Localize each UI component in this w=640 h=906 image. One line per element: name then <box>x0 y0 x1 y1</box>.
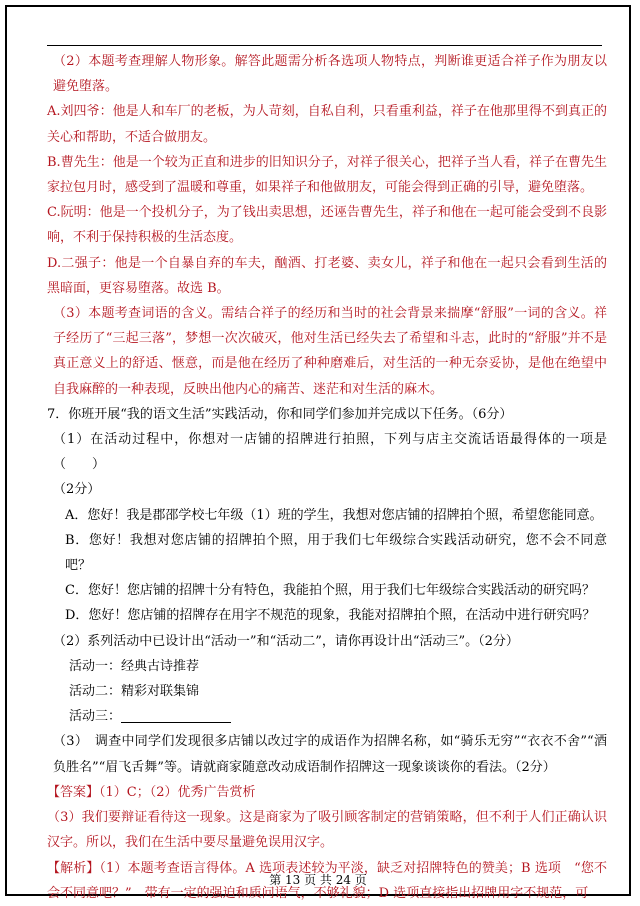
option-b: B．您好！我想对您店铺的招牌拍个照，用于我们七年级综合实践活动研究，您不会不同意吧？ <box>65 532 607 574</box>
answer-tag: 【答案】 <box>47 784 100 800</box>
option-b-analysis: B.曹先生：他是一个较为正直和进步的旧知识分子，对祥子很关心，把祥子当人看，祥子在曹先生家拉包月时，感受到了温暖和尊重，如果祥子和他做朋友，可能会得到正确的引导，避免堕落。 <box>47 154 607 196</box>
answer-text-1: （1）C；（2）优秀广告赏析 <box>99 784 256 800</box>
activity-3 <box>47 704 607 729</box>
analysis-2-text: （1）本题考查语言得体。A 选项表述较为平淡，缺乏对招牌特色的赞美；B 选项 “您不会不同意吧？” 带有一定的强迫和质问语气，不够礼貌；D 选项直接指出招牌用字不规范，可 <box>47 860 607 901</box>
page-footer: 第 13 页 共 24 页 <box>269 873 367 887</box>
option-c-analysis: C.阮明：他是一个投机分子，为了钱出卖思想，还诬告曹先生，祥子和他在一起可能会受到不良影响，不利于保持积极的生活态度。 <box>47 205 607 246</box>
header-rule <box>47 45 602 46</box>
answer-line-2: （3）我们要辩证看待这一现象。这是商家为了吸引顾客制定的营销策略，但不利于人们正确认识汉字。所以，我们在生活中要尽量避免误用汉字。 <box>47 810 607 851</box>
option-d-analysis: D.二强子：他是一个自暴自弃的车夫，酗酒、打老婆、卖女儿，祥子和他在一起只会看到生活的黑暗面，更容易堕落。故选 B。 <box>47 255 607 296</box>
activity-2: 活动二：精彩对联集锦 <box>69 684 200 700</box>
activity-1: 活动一：经典古诗推荐 <box>69 658 200 674</box>
question-7-sub3: （3） 调查中同学们发现很多店铺以改过字的成语作为招牌名称，如“骑乐无穷”“衣衣不舍”“酒负胜名”“眉飞舌舞”等。请就商家随意改动成语制作招牌这一现象谈谈你的看法。（2分） <box>53 734 607 775</box>
answer-blank <box>121 708 231 723</box>
question-7-stem: 7．你班开展“我的语文生活”实践活动，你和同学们参加并完成以下任务。（6分） <box>47 406 513 422</box>
q3-analysis: （3）本题考查词语的含义。需结合祥子的经历和当时的社会背景来揣摩“舒服”一词的含义。祥子经历了“三起三落”，梦想一次次破灭，他对生活已经失去了希望和斗志，此时的“舒服”并不是真正意义上的舒适、惬意，而是他在经历了种种磨难后，对生活的一种无奈妥协，是他在绝望中自我麻醉的一种表现，反映出他内心的痛苦、迷茫和对生活的麻木。 <box>53 306 607 397</box>
activity-3-label: 活动三： <box>69 709 122 725</box>
option-d: D．您好！您店铺的招牌存在用字不规范的现象，我能对招牌拍个照，在活动中进行研究吗？ <box>65 608 596 624</box>
question-7-sub1: （1）在活动过程中，你想对一店铺的招牌进行拍照，下列与店主交流话语最得体的一项是（ ） <box>53 432 607 473</box>
question-7-sub1-points: （2分） <box>53 482 101 498</box>
option-a: A．您好！我是郡邵学校七年级（1）班的学生，我想对您店铺的招牌拍个照，希望您能同意。 <box>65 507 603 523</box>
page-content <box>47 49 607 906</box>
option-c: C．您好！您店铺的招牌十分有特色，我能拍个照，用于我们七年级综合实践活动的研究吗？ <box>65 583 595 599</box>
page-border <box>5 5 631 901</box>
analysis-tag: 【解析】 <box>47 860 100 876</box>
option-a-analysis: A.刘四爷：他是人和车厂的老板，为人苛刻，自私自利，只看重利益，祥子在他那里得不到真正的关心和帮助，不适合做朋友。 <box>47 104 607 145</box>
answer-line-1 <box>47 780 607 805</box>
question-7-sub2: （2）系列活动中已设计出“活动一”和“活动二”，请你再设计出“活动三”。（2分） <box>53 633 519 649</box>
q2-intro: （2）本题考查理解人物形象。解答此题需分析各选项人物特点，判断谁更适合祥子作为朋友以避免堕落。 <box>53 54 607 95</box>
